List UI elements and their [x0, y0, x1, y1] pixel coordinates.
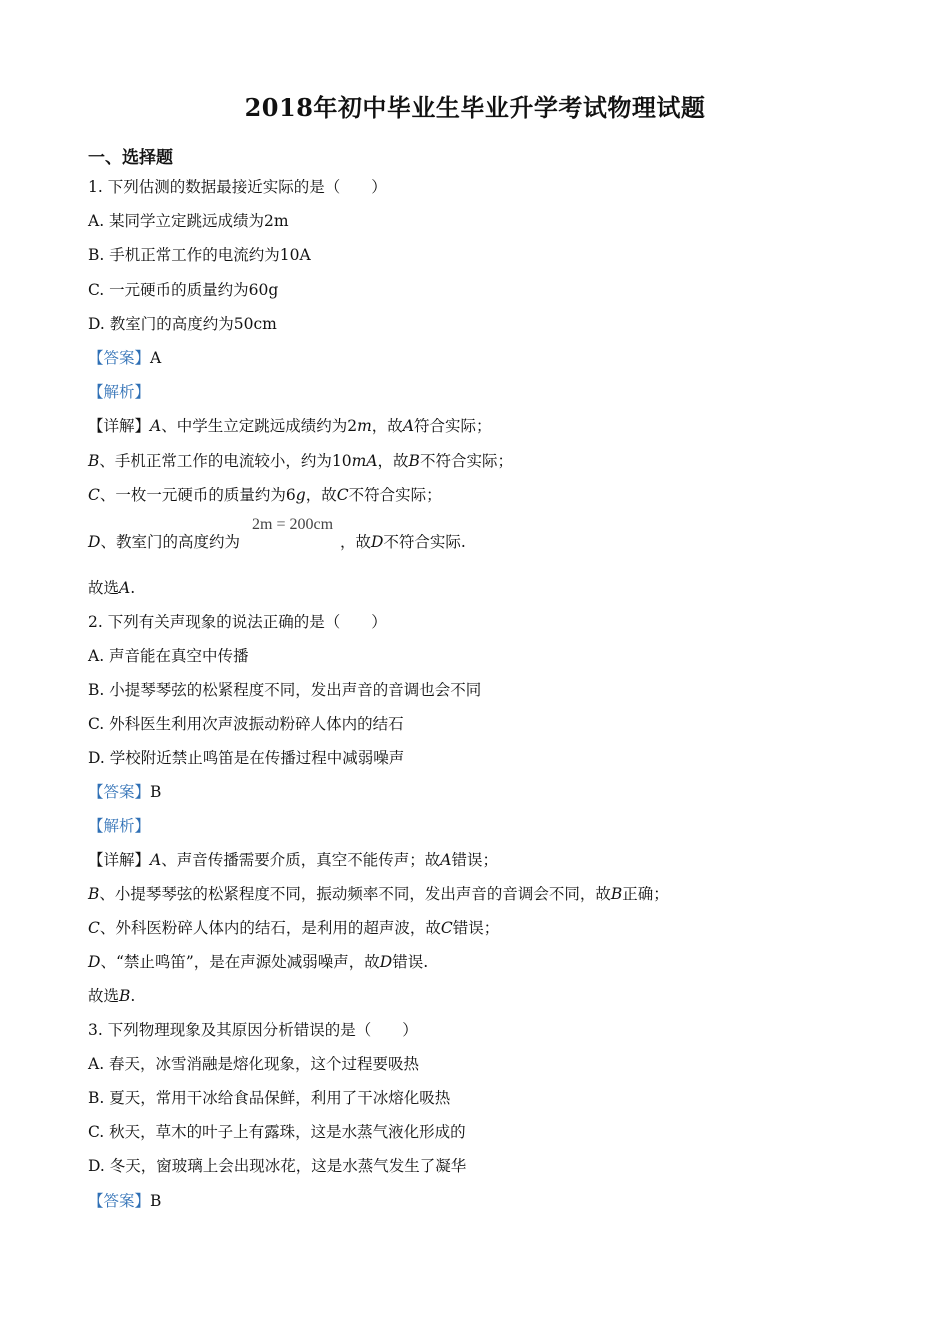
- q1-option-b: B. 手机正常工作的电流约为10A: [88, 246, 311, 264]
- option-ref: A: [150, 851, 162, 869]
- q3-answer: [88, 1191, 161, 1211]
- q1-detail-3: [88, 485, 442, 505]
- detail-text: ，故: [339, 533, 371, 551]
- answer-value: A: [150, 349, 162, 367]
- q3-option-d: D. 冬天，窗玻璃上会出现冰花，这是水蒸气发生了凝华: [88, 1157, 467, 1175]
- option-ref: B: [88, 452, 100, 470]
- option-ref: B: [88, 885, 100, 903]
- q2-answer: [88, 782, 161, 802]
- detail-text: 、“禁止鸣笛”，是在声源处减弱噪声，故: [100, 953, 380, 971]
- option-ref: C: [336, 486, 349, 504]
- q1-stem: 1. 下列估测的数据最接近实际的是（ ）: [88, 178, 387, 196]
- option-ref: C: [88, 486, 100, 504]
- q2-detail-1: [88, 850, 498, 870]
- option-ref: A: [119, 579, 131, 597]
- answer-tag: 【答案】: [88, 349, 151, 367]
- detail-text: 不符合实际.: [383, 533, 466, 551]
- detail-tag: 【详解】: [88, 851, 151, 869]
- unit: m: [357, 417, 372, 435]
- option-ref: D: [88, 533, 101, 551]
- detail-text: 错误；: [452, 919, 500, 937]
- detail-text: 符合实际；: [414, 417, 492, 435]
- option-ref: A: [440, 851, 452, 869]
- detail-text: .: [130, 579, 136, 597]
- formula: 2m = 200cm: [252, 516, 334, 533]
- q3-option-b: B. 夏天，常用干冰给食品保鲜，利用了干冰熔化吸热: [88, 1089, 451, 1107]
- option-ref: B: [610, 885, 623, 903]
- option-ref: C: [440, 919, 453, 937]
- q1-detail-1: [88, 416, 492, 436]
- answer-tag: 【答案】: [88, 783, 151, 801]
- q2-detail-2: [88, 884, 669, 904]
- q3-option-c: C. 秋天，草木的叶子上有露珠，这是水蒸气液化形成的: [88, 1123, 466, 1141]
- detail-text: 、中学生立定跳远成绩约为2: [161, 417, 358, 435]
- q1-answer: [88, 348, 161, 368]
- q2-detail-3: [88, 918, 499, 938]
- section-heading: 一、选择题: [88, 148, 173, 168]
- detail-text: ，故: [305, 486, 337, 504]
- detail-text: ，故: [371, 417, 403, 435]
- option-ref: B: [119, 987, 131, 1005]
- page-title: 2018年初中毕业生毕业升学考试物理试题: [244, 93, 706, 122]
- detail-text: 、声音传播需要介质，真空不能传声；故: [161, 851, 441, 869]
- detail-text: .: [130, 987, 136, 1005]
- q3-option-a: A. 春天，冰雪消融是熔化现象，这个过程要吸热: [88, 1055, 420, 1073]
- unit: mA: [351, 452, 378, 470]
- q2-analysis-tag: 【解析】: [88, 817, 151, 835]
- unit: g: [295, 486, 306, 504]
- detail-text: 正确；: [622, 885, 669, 903]
- detail-text: 、一枚一元硬币的质量约为6: [99, 486, 296, 504]
- detail-text: 不符合实际；: [419, 452, 513, 470]
- q2-detail-4: [88, 952, 428, 972]
- q2-stem: 2. 下列有关声现象的说法正确的是（ ）: [88, 613, 387, 631]
- detail-text: 、教室门的高度约为: [100, 533, 240, 551]
- q1-detail-2: [88, 451, 513, 471]
- option-ref: C: [88, 919, 100, 937]
- detail-text: 故选: [88, 987, 120, 1005]
- detail-text: 、手机正常工作的电流较小，约为10: [99, 452, 352, 470]
- q1-detail-4: [88, 532, 466, 552]
- q2-option-a: A. 声音能在真空中传播: [88, 647, 249, 665]
- q2-option-b: B. 小提琴琴弦的松紧程度不同，发出声音的音调也会不同: [88, 681, 482, 699]
- q1-option-c: C. 一元硬币的质量约为60g: [88, 281, 279, 299]
- q1-choose: [88, 578, 135, 598]
- q1-analysis-tag: 【解析】: [88, 383, 151, 401]
- option-ref: D: [370, 533, 384, 551]
- option-ref: A: [402, 417, 415, 435]
- answer-tag: 【答案】: [88, 1192, 151, 1210]
- q1-option-a: A. 某同学立定跳远成绩为2m: [88, 212, 289, 230]
- option-ref: D: [88, 953, 101, 971]
- detail-text: 错误；: [451, 851, 498, 869]
- option-ref: B: [408, 452, 420, 470]
- detail-text: 不符合实际；: [348, 486, 442, 504]
- option-ref: A: [150, 417, 162, 435]
- detail-tag: 【详解】: [88, 417, 151, 435]
- answer-value: B: [150, 783, 162, 801]
- q2-choose: [88, 986, 135, 1006]
- q2-option-d: D. 学校附近禁止鸣笛是在传播过程中减弱噪声: [88, 749, 405, 767]
- detail-text: 、外科医粉碎人体内的结石，是利用的超声波，故: [99, 919, 441, 937]
- detail-text: ，故: [377, 452, 409, 470]
- q2-option-c: C. 外科医生利用次声波振动粉碎人体内的结石: [88, 715, 404, 733]
- q1-option-d: D. 教室门的高度约为50cm: [88, 315, 277, 333]
- detail-text: 故选: [88, 579, 120, 597]
- detail-text: 错误.: [392, 953, 429, 971]
- detail-text: 、小提琴琴弦的松紧程度不同，振动频率不同，发出声音的音调会不同，故: [99, 885, 611, 903]
- answer-value: B: [150, 1192, 162, 1210]
- option-ref: D: [379, 953, 393, 971]
- q3-stem: 3. 下列物理现象及其原因分析错误的是（ ）: [88, 1021, 418, 1039]
